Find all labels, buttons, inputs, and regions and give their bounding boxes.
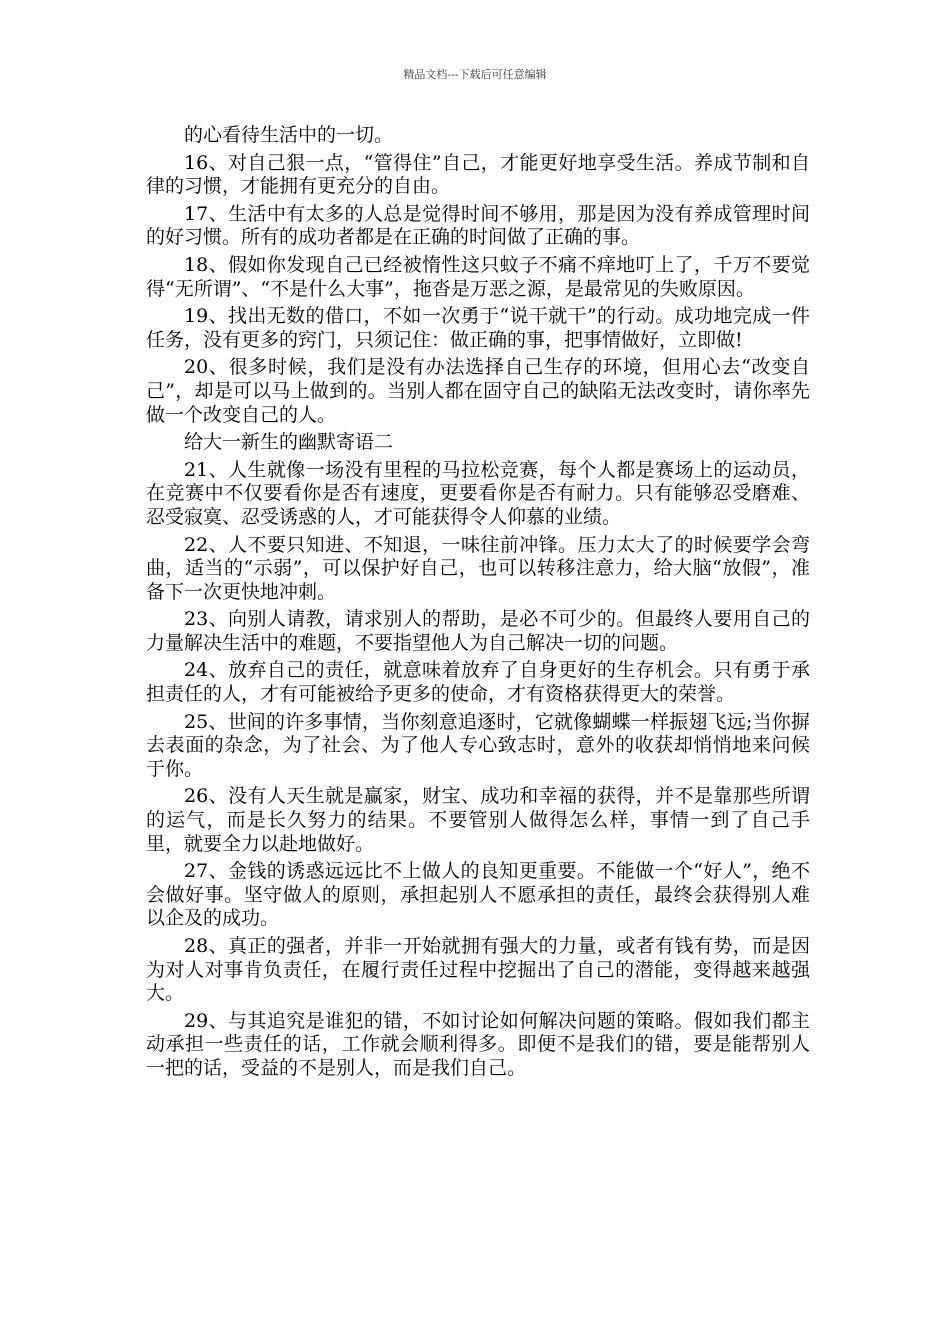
paragraph: 22、人不要只知进、不知退，一味往前冲锋。压力太大了的时候要学会弯曲，适当的“示弱”，可以保护好自己，也可以转移注意力，给大脑“放假”，准备下一次更快地冲刺。: [146, 533, 810, 603]
paragraph: 19、找出无数的借口，不如一次勇于“说干就干”的行动。成功地完成一件任务，没有更多的窍门，只须记住：做正确的事，把事情做好，立即做!: [146, 305, 810, 351]
document-body: [146, 124, 810, 1085]
paragraph: 的心看待生活中的一切。: [184, 124, 394, 146]
page-header: 精品文档---下载后可任意编辑: [403, 68, 547, 81]
paragraph: 18、假如你发现自己已经被惰性这只蚊子不痛不痒地叮上了，千万不要觉得“无所谓”、“不是什么大事”，拖沓是万恶之源，是最常见的失败原因。: [146, 253, 810, 300]
paragraph: 17、生活中有太多的人总是觉得时间不够用，那是因为没有养成管理时间的好习惯。所有的成功者都是在正确的时间做了正确的事。: [146, 202, 810, 249]
paragraph: 20、很多时候，我们是没有办法选择自己生存的环境，但用心去“改变自己”，却是可以马上做到的。当别人都在固守自己的缺陷无法改变时，请你率先做一个改变自己的人。: [146, 356, 810, 426]
paragraph: 16、对自己狠一点，“管得住”自己，才能更好地享受生活。养成节制和自律的习惯，才能拥有更充分的自由。: [146, 151, 810, 198]
paragraph: 26、没有人天生就是赢家，财宝、成功和幸福的获得，并不是靠那些所谓的运气，而是长久努力的结果。不要管别人做得怎么样，事情一到了自己手里，就要全力以赴地做好。: [146, 785, 810, 855]
paragraph: 29、与其追究是谁犯的错，不如讨论如何解决问题的策略。假如我们都主动承担一些责任的话，工作就会顺利得多。即便不是我们的错，要是能帮别人一把的话，受益的不是别人，而是我们自己。: [146, 1009, 810, 1079]
paragraph: 28、真正的强者，并非一开始就拥有强大的力量，或者有钱有势，而是因为对人对事肯负责任，在履行责任过程中挖掘出了自己的潜能，变得越来越强大。: [146, 935, 810, 1005]
paragraph: 25、世间的许多事情，当你刻意追逐时，它就像蝴蝶一样振翅飞远;当你摒去表面的杂念，为了社会、为了他人专心致志时，意外的收获却悄悄地来问候于你。: [146, 710, 810, 780]
paragraph: 24、放弃自己的责任，就意味着放弃了自身更好的生存机会。只有勇于承担责任的人，才有可能被给予更多的使命，才有资格获得更大的荣誉。: [146, 659, 810, 706]
section-heading: 给大一新生的幽默寄语二: [184, 431, 394, 454]
paragraph: 21、人生就像一场没有里程的马拉松竞赛，每个人都是赛场上的运动员，在竞赛中不仅要看你是否有速度，更要看你是否有耐力。只有能够忍受磨难、忍受寂寞、忍受诱惑的人，才可能获得令人仰慕的业绩。: [146, 458, 810, 528]
paragraph: 27、金钱的诱惑远远比不上做人的良知更重要。不能做一个“好人”，绝不会做好事。坚守做人的原则，承担起别人不愿承担的责任，最终会获得别人难以企及的成功。: [146, 860, 810, 930]
paragraph: 23、向别人请教，请求别人的帮助，是必不可少的。但最终人要用自己的力量解决生活中的难题，不要指望他人为自己解决一切的问题。: [146, 608, 810, 654]
